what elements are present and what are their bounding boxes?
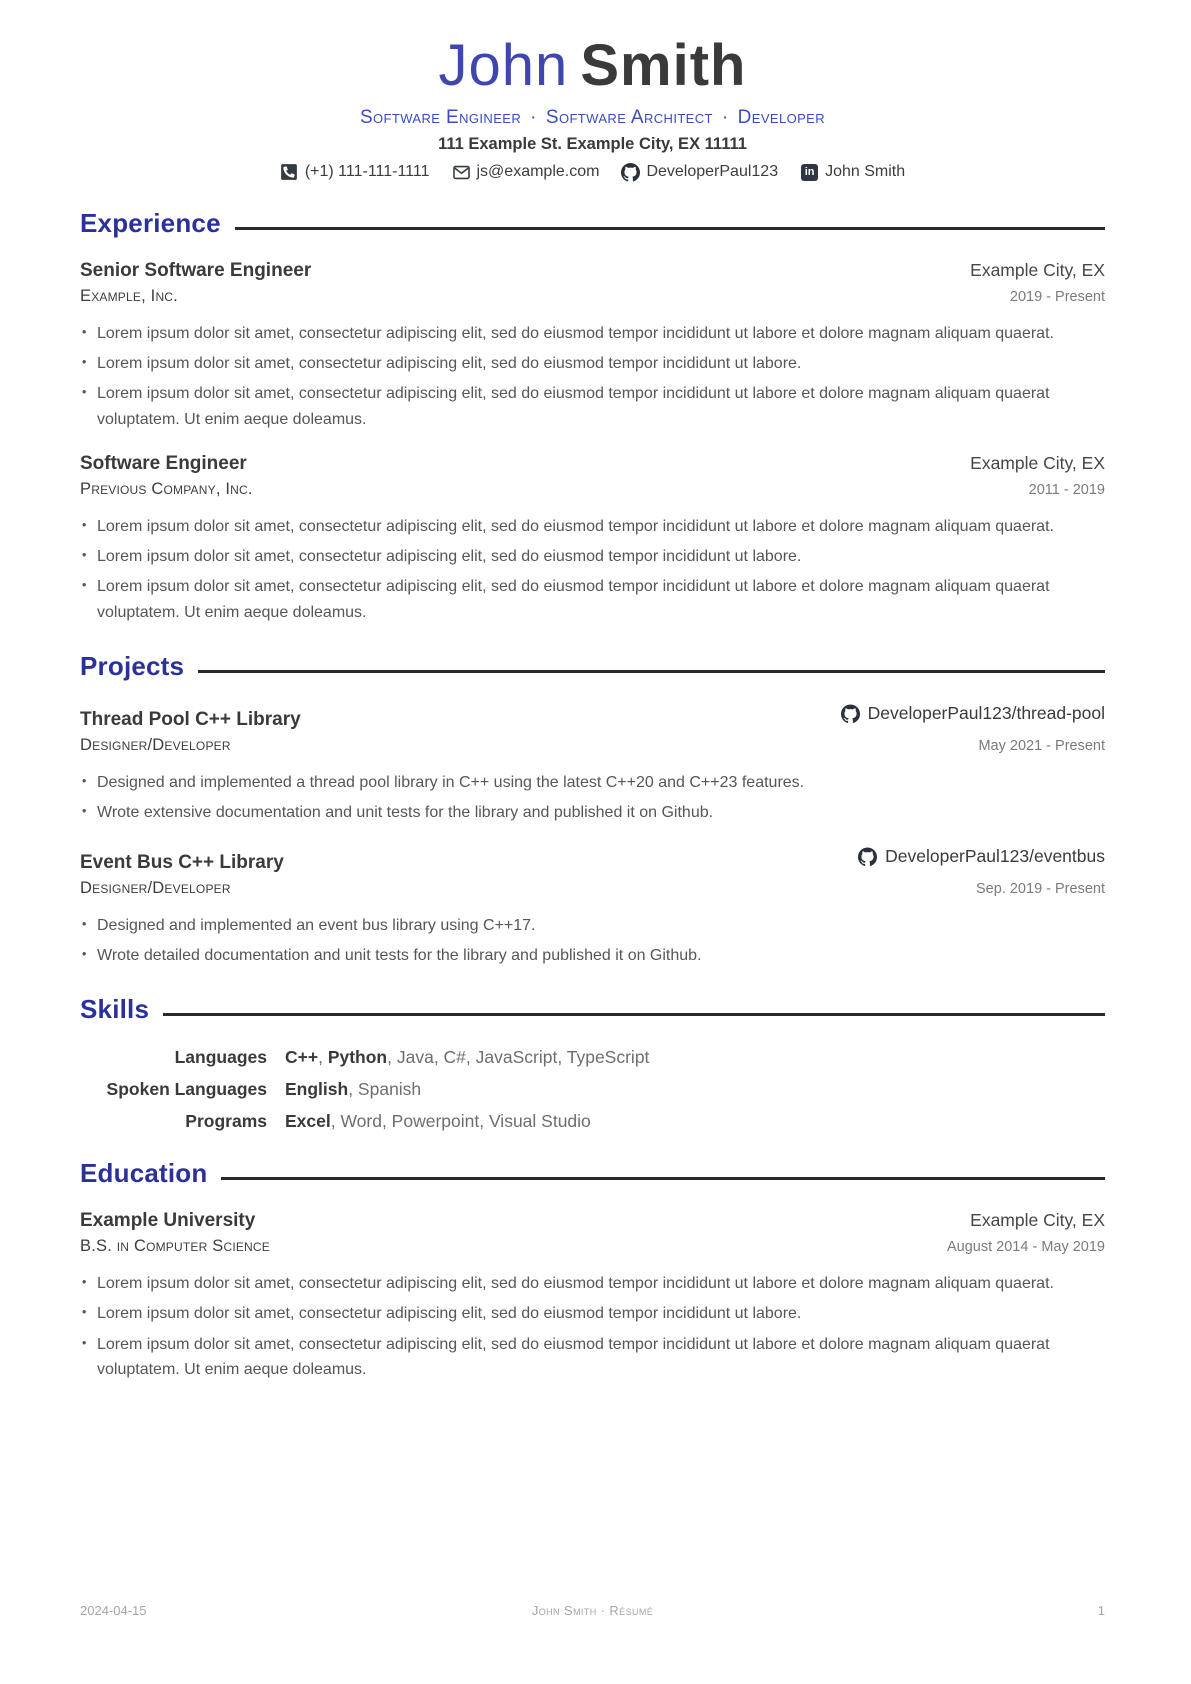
bullet-item: • Lorem ipsum dolor sit amet, consectetur adipiscing elit, sed do eiusmod tempor incididunt ut labore et dolore magnam aliquam quaerat voluptatem. Ut enim aeque doleamus. (80, 1332, 1105, 1383)
contact-phone[interactable] (280, 163, 430, 182)
skill-label: Spoken Languages (106, 1079, 267, 1100)
skills-row-spoken-languages (80, 1079, 1105, 1100)
section-rule (163, 1013, 1105, 1016)
entry-dates: May 2021 - Present (978, 737, 1105, 754)
section-rule (235, 227, 1105, 230)
footer-title: John Smith · Résumé (531, 1603, 654, 1618)
experience-entry (80, 453, 1105, 625)
tagline-role-1: Software Engineer (359, 106, 522, 128)
entry-dates: 2019 - Present (1009, 288, 1105, 305)
contact-linkedin[interactable] (800, 163, 905, 182)
entry-title: Senior Software Engineer (80, 259, 312, 281)
bullet-item: • Wrote extensive documentation and unit tests for the library and published it on Github. (80, 800, 1105, 825)
bullet-item: • Lorem ipsum dolor sit amet, consectetur adipiscing elit, sed do eiusmod tempor incididunt ut labore et dolore magnam aliquam quaerat voluptatem. Ut enim aeque doleamus. (80, 574, 1105, 625)
entry-dates: August 2014 - May 2019 (947, 1239, 1105, 1256)
section-rule (221, 1177, 1105, 1180)
entry-dates: 2011 - 2019 (1028, 481, 1105, 498)
github-icon (858, 847, 877, 866)
bullet-item: • Lorem ipsum dolor sit amet, consectetur adipiscing elit, sed do eiusmod tempor incididunt ut labore. (80, 351, 1105, 376)
bullet-item: • Lorem ipsum dolor sit amet, consectetur adipiscing elit, sed do eiusmod tempor incididunt ut labore et dolore magnam aliquam quaerat. (80, 321, 1105, 346)
github-icon (841, 704, 860, 723)
entry-location: Example City, EX (970, 452, 1105, 473)
section-title: Education (80, 1158, 208, 1189)
skill-label: Languages (174, 1047, 267, 1068)
project-entry (80, 846, 1105, 968)
phone-number: (+1) 111-111-1111 (304, 163, 430, 181)
last-name: Smith (580, 33, 747, 98)
section-skills (80, 994, 1105, 1132)
linkedin-icon: in (800, 163, 819, 182)
bullet-list (80, 514, 1105, 625)
footer-date: 2024-04-15 (80, 1603, 147, 1618)
entry-location: Example City, EX (970, 259, 1105, 280)
skills-table (80, 1047, 1105, 1132)
repo-link[interactable] (858, 846, 1105, 867)
entry-organization: Example, Inc. (80, 286, 178, 305)
page-footer (80, 1603, 1105, 1618)
bullet-item: • Lorem ipsum dolor sit amet, consectetur adipiscing elit, sed do eiusmod tempor incididunt ut labore. (80, 1301, 1105, 1326)
bullet-item: • Lorem ipsum dolor sit amet, consectetur adipiscing elit, sed do eiusmod tempor incididunt ut labore et dolore magnam aliquam quaerat. (80, 514, 1105, 539)
repo-link[interactable] (841, 703, 1105, 724)
bullet-item: • Wrote detailed documentation and unit tests for the library and published it on Github. (80, 943, 1105, 968)
resume-header (80, 33, 1105, 182)
contact-email[interactable] (452, 163, 600, 182)
dot-separator: · (530, 106, 537, 128)
linkedin-name: John Smith (825, 163, 906, 181)
bullet-item: • Lorem ipsum dolor sit amet, consectetur adipiscing elit, sed do eiusmod tempor incididunt ut labore et dolore magnam aliquam quaerat. (80, 1271, 1105, 1296)
entry-location: Example City, EX (970, 1210, 1105, 1231)
section-header (80, 1158, 1105, 1189)
bullet-list (80, 913, 1105, 969)
entry-role: Designer/Developer (80, 878, 231, 897)
tagline-role-3: Developer (737, 106, 826, 128)
entry-degree: B.S. in Computer Science (80, 1237, 270, 1256)
skill-value: C++, Python, Java, C#, JavaScript, TypeScript (285, 1047, 650, 1068)
bullet-list (80, 321, 1105, 432)
email-address: js@example.com (476, 163, 600, 181)
section-experience (80, 208, 1105, 625)
section-header (80, 651, 1105, 682)
skills-row-programs (80, 1111, 1105, 1132)
tagline (80, 107, 1105, 129)
bullet-item: • Lorem ipsum dolor sit amet, consectetur adipiscing elit, sed do eiusmod tempor incididunt ut labore et dolore magnam aliquam quaerat voluptatem. Ut enim aeque doleamus. (80, 381, 1105, 432)
contact-row (80, 163, 1105, 182)
footer-page-number: 1 (1097, 1603, 1106, 1618)
phone-square-icon (280, 163, 299, 182)
bullet-item: • Lorem ipsum dolor sit amet, consectetur adipiscing elit, sed do eiusmod tempor incididunt ut labore. (80, 544, 1105, 569)
first-name: John (438, 33, 569, 98)
dot-separator: · (721, 106, 729, 128)
education-entry (80, 1210, 1105, 1382)
entry-title: Thread Pool C++ Library (80, 708, 301, 730)
section-projects (80, 651, 1105, 968)
section-title: Skills (80, 994, 150, 1025)
entry-dates: Sep. 2019 - Present (976, 880, 1105, 897)
skill-value: English, Spanish (285, 1079, 422, 1100)
section-header (80, 994, 1105, 1025)
github-icon (621, 163, 640, 182)
skill-value: Excel, Word, Powerpoint, Visual Studio (285, 1111, 591, 1132)
entry-title: Event Bus C++ Library (80, 851, 284, 873)
envelope-icon (452, 163, 471, 182)
entry-organization: Previous Company, Inc. (80, 479, 253, 498)
repo-name: DeveloperPaul123/thread-pool (867, 703, 1105, 724)
tagline-role-2: Software Architect (545, 106, 713, 128)
bullet-list (80, 1271, 1105, 1382)
skills-row-languages (80, 1047, 1105, 1068)
section-education (80, 1158, 1105, 1382)
section-title: Experience (80, 207, 221, 238)
entry-role: Designer/Developer (80, 735, 231, 754)
skill-label: Programs (185, 1111, 267, 1132)
entry-title: Example University (80, 1210, 256, 1232)
github-username: DeveloperPaul123 (646, 163, 779, 181)
repo-name: DeveloperPaul123/eventbus (885, 846, 1105, 867)
section-rule (198, 670, 1105, 673)
project-entry (80, 703, 1105, 825)
experience-entry (80, 260, 1105, 432)
bullet-item: • Designed and implemented a thread pool library in C++ using the latest C++20 and C++23 features. (80, 770, 1105, 795)
section-title: Projects (80, 651, 185, 682)
bullet-item: • Designed and implemented an event bus library using C++17. (80, 913, 1105, 938)
contact-github[interactable] (621, 163, 778, 182)
address-line: 111 Example St. Example City, EX 11111 (438, 134, 747, 153)
person-name (80, 33, 1105, 98)
entry-title: Software Engineer (80, 452, 247, 474)
section-header (80, 208, 1105, 239)
bullet-list (80, 770, 1105, 826)
